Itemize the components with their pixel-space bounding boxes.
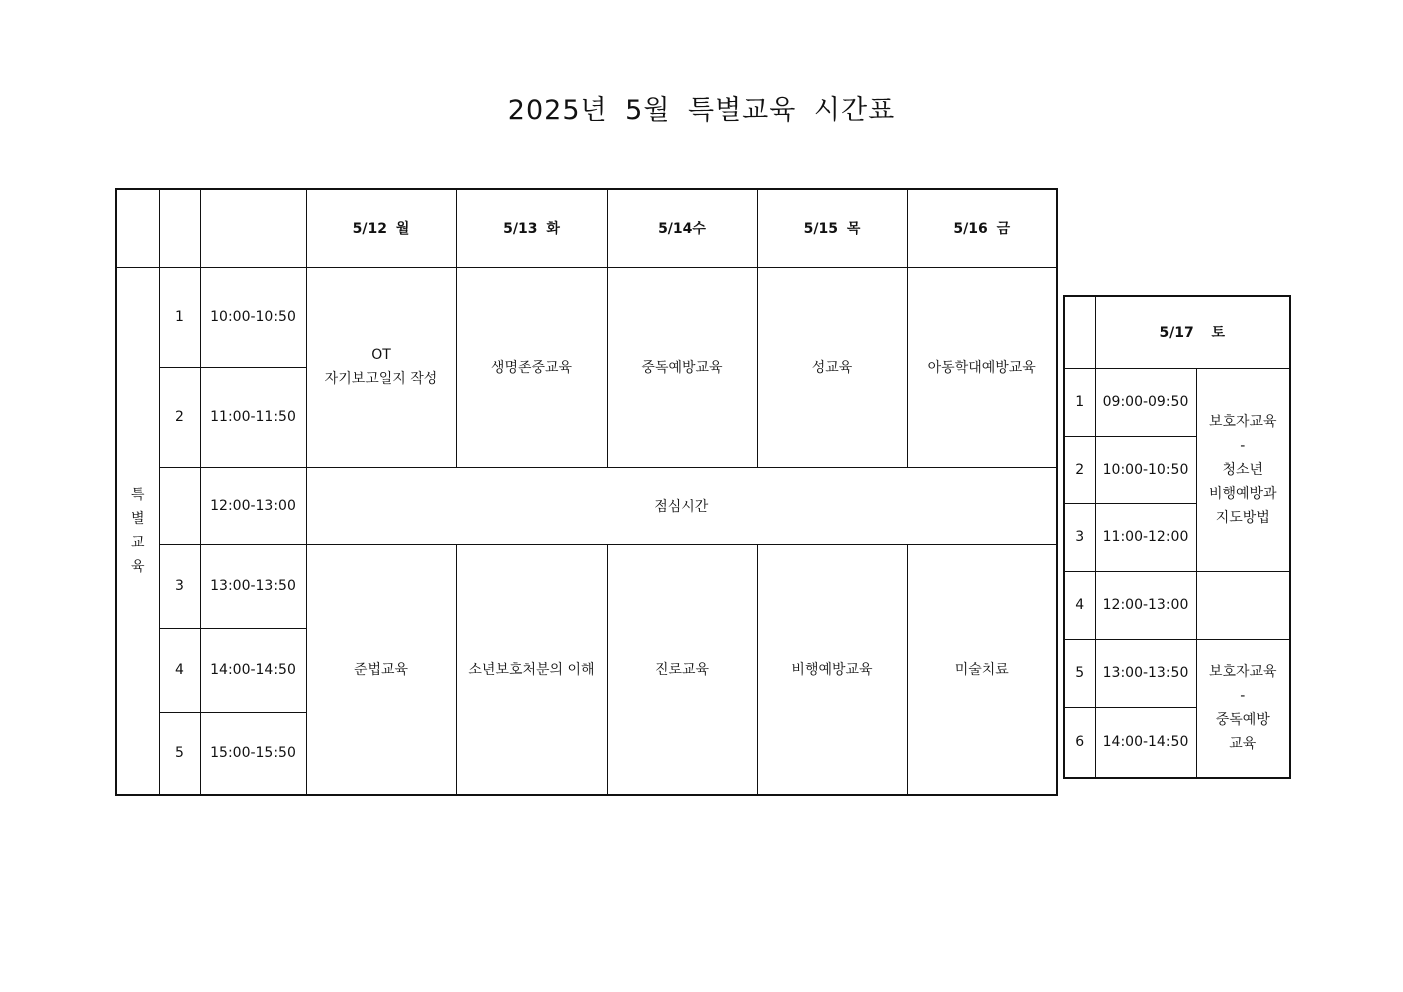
period-number: 4	[1064, 571, 1095, 639]
main-timetable	[115, 188, 1058, 796]
period-time: 10:00-10:50	[200, 267, 306, 367]
period-row	[1064, 368, 1290, 436]
lunch-row	[116, 467, 1057, 544]
class-cell: 보호자교육 - 청소년 비행예방과 지도방법	[1196, 368, 1290, 571]
class-cell: 아동학대예방교육	[907, 267, 1057, 467]
period-time: 14:00-14:50	[200, 628, 306, 712]
class-cell: 미술치료	[907, 544, 1057, 795]
header-blank-cell	[159, 189, 200, 267]
period-number: 1	[159, 267, 200, 367]
page-title: 2025년 5월 특별교육 시간표	[507, 95, 896, 126]
day-header: 5/17 토	[1095, 296, 1290, 368]
header-row	[116, 189, 1057, 267]
period-row	[1064, 639, 1290, 707]
day-header: 5/13 화	[456, 189, 607, 267]
period-row	[116, 267, 1057, 367]
header-blank-cell	[116, 189, 159, 267]
class-cell: 소년보호처분의 이해	[456, 544, 607, 795]
period-time: 11:00-11:50	[200, 367, 306, 467]
period-number: 2	[159, 367, 200, 467]
header-blank-cell	[200, 189, 306, 267]
period-number: 2	[1064, 436, 1095, 503]
class-cell: 준법교육	[306, 544, 456, 795]
period-row	[1064, 571, 1290, 639]
day-header: 5/12 월	[306, 189, 456, 267]
period-time: 14:00-14:50	[1095, 707, 1196, 778]
period-number: 4	[159, 628, 200, 712]
lunch-cell: 점심시간	[306, 467, 1057, 544]
day-header: 5/14수	[607, 189, 757, 267]
class-cell-empty	[1196, 571, 1290, 639]
period-number: 5	[159, 712, 200, 795]
period-time: 13:00-13:50	[200, 544, 306, 628]
day-header: 5/16 금	[907, 189, 1057, 267]
class-cell: 진로교육	[607, 544, 757, 795]
header-row	[1064, 296, 1290, 368]
period-time: 13:00-13:50	[1095, 639, 1196, 707]
period-time: 11:00-12:00	[1095, 503, 1196, 571]
period-time: 15:00-15:50	[200, 712, 306, 795]
period-number: 3	[1064, 503, 1095, 571]
class-cell: 성교육	[757, 267, 907, 467]
class-cell: 생명존중교육	[456, 267, 607, 467]
period-time: 09:00-09:50	[1095, 368, 1196, 436]
header-blank-cell	[1064, 296, 1095, 368]
class-cell: 비행예방교육	[757, 544, 907, 795]
period-number: 5	[1064, 639, 1095, 707]
period-number	[159, 467, 200, 544]
class-cell: 보호자교육 - 중독예방 교육	[1196, 639, 1290, 778]
period-number: 1	[1064, 368, 1095, 436]
period-time: 12:00-13:00	[1095, 571, 1196, 639]
day-header: 5/15 목	[757, 189, 907, 267]
period-number: 3	[159, 544, 200, 628]
class-cell: OT 자기보고일지 작성	[306, 267, 456, 467]
period-time: 12:00-13:00	[200, 467, 306, 544]
group-label: 특 별 교 육	[116, 267, 159, 795]
period-time: 10:00-10:50	[1095, 436, 1196, 503]
period-row	[116, 544, 1057, 628]
saturday-timetable	[1063, 295, 1291, 779]
period-number: 6	[1064, 707, 1095, 778]
class-cell: 중독예방교육	[607, 267, 757, 467]
